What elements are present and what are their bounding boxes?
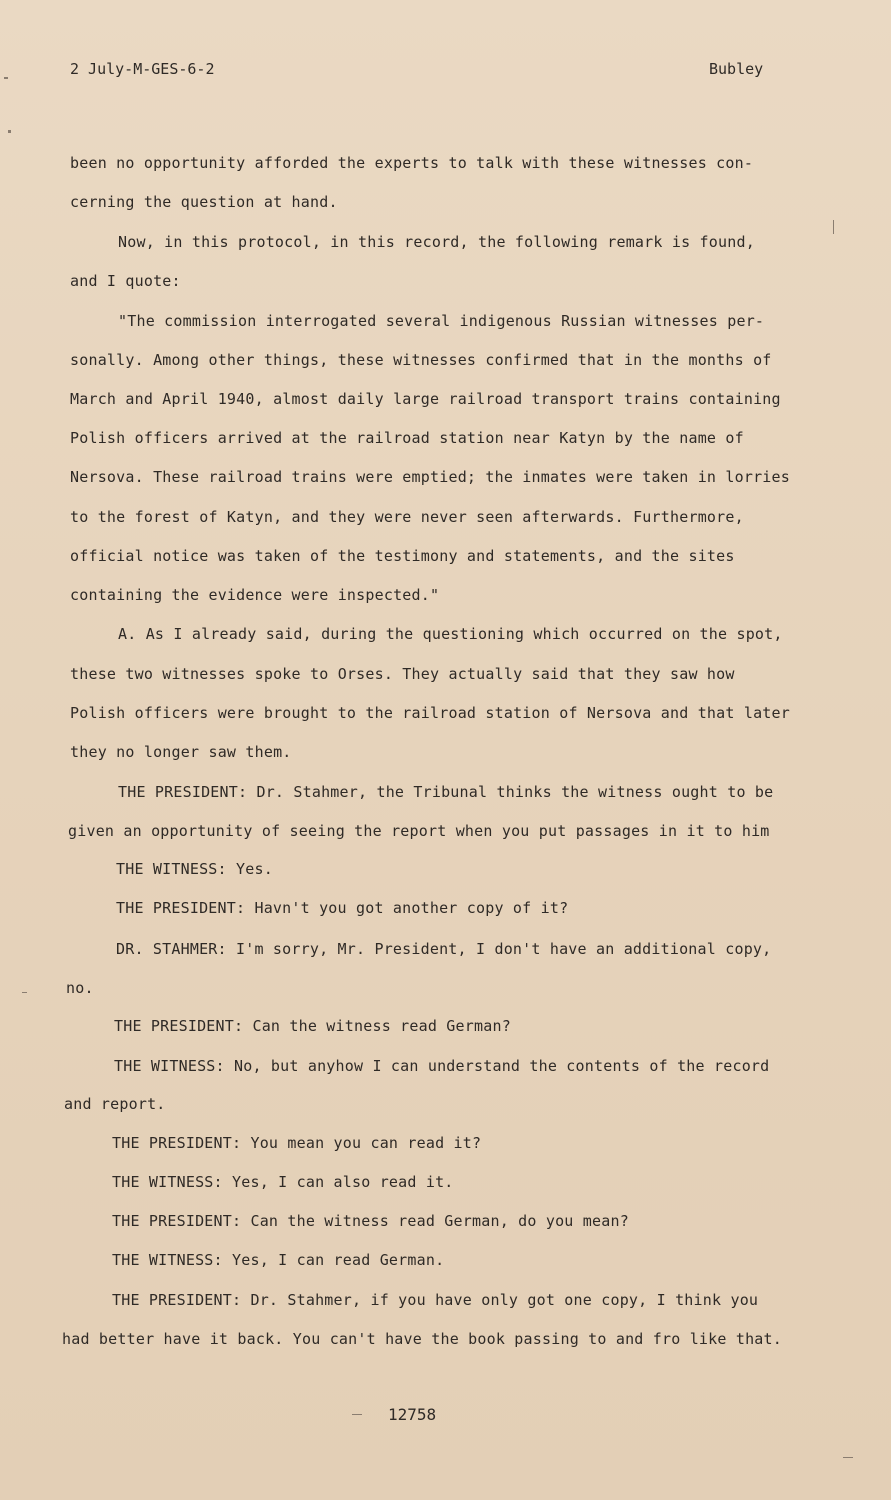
transcript-line: cerning the question at hand. <box>70 193 338 211</box>
transcript-line: DR. STAHMER: I'm sorry, Mr. President, I don't have an additional copy, <box>116 940 772 958</box>
transcript-line: Polish officers arrived at the railroad station near Katyn by the name of <box>70 429 744 447</box>
edge-mark <box>843 1457 853 1458</box>
transcript-line: A. As I already said, during the questioning which occurred on the spot, <box>118 625 783 643</box>
transcript-line: had better have it back. You can't have the book passing to and fro like that. <box>62 1330 782 1348</box>
document-reference: 2 July-M-GES-6-2 <box>70 60 215 78</box>
transcript-line: Nersova. These railroad trains were emptied; the inmates were taken in lorries <box>70 468 790 486</box>
transcript-line: THE WITNESS: Yes, I can also read it. <box>112 1173 454 1191</box>
edge-mark <box>833 220 834 234</box>
transcript-line: given an opportunity of seeing the report when you put passages in it to him <box>68 822 770 840</box>
edge-mark <box>22 992 27 993</box>
transcript-line: containing the evidence were inspected." <box>70 586 440 604</box>
edge-mark <box>4 77 8 79</box>
transcript-line: sonally. Among other things, these witnesses confirmed that in the months of <box>70 351 772 369</box>
transcript-line: THE PRESIDENT: You mean you can read it? <box>112 1134 482 1152</box>
edge-mark <box>8 130 11 133</box>
transcript-line: and I quote: <box>70 272 181 290</box>
transcript-line: official notice was taken of the testimony and statements, and the sites <box>70 547 735 565</box>
reporter-name: Bubley <box>709 60 764 78</box>
transcript-line: Now, in this protocol, in this record, the following remark is found, <box>118 233 755 251</box>
transcript-line: and report. <box>64 1095 166 1113</box>
transcript-line: to the forest of Katyn, and they were never seen afterwards. Furthermore, <box>70 508 744 526</box>
transcript-line: THE PRESIDENT: Can the witness read German? <box>114 1017 511 1035</box>
transcript-line: they no longer saw them. <box>70 743 292 761</box>
transcript-line: these two witnesses spoke to Orses. They actually said that they saw how <box>70 665 735 683</box>
transcript-line: THE PRESIDENT: Dr. Stahmer, if you have only got one copy, I think you <box>112 1291 759 1309</box>
transcript-line: THE WITNESS: Yes. <box>116 860 273 878</box>
transcript-line: no. <box>66 979 94 997</box>
transcript-line: "The commission interrogated several indigenous Russian witnesses per- <box>118 312 765 330</box>
transcript-line: THE PRESIDENT: Can the witness read German, do you mean? <box>112 1212 629 1230</box>
page-number: 12758 <box>388 1405 437 1424</box>
transcript-line: THE PRESIDENT: Dr. Stahmer, the Tribunal thinks the witness ought to be <box>118 783 774 801</box>
transcript-line: THE WITNESS: Yes, I can read German. <box>112 1251 445 1269</box>
transcript-line: March and April 1940, almost daily large railroad transport trains containing <box>70 390 781 408</box>
edge-mark <box>352 1414 362 1415</box>
transcript-line: Polish officers were brought to the railroad station of Nersova and that later <box>70 704 790 722</box>
transcript-line: THE PRESIDENT: Havn't you got another copy of it? <box>116 899 569 917</box>
transcript-line: THE WITNESS: No, but anyhow I can understand the contents of the record <box>114 1057 770 1075</box>
transcript-line: been no opportunity afforded the experts to talk with these witnesses con- <box>70 154 754 172</box>
